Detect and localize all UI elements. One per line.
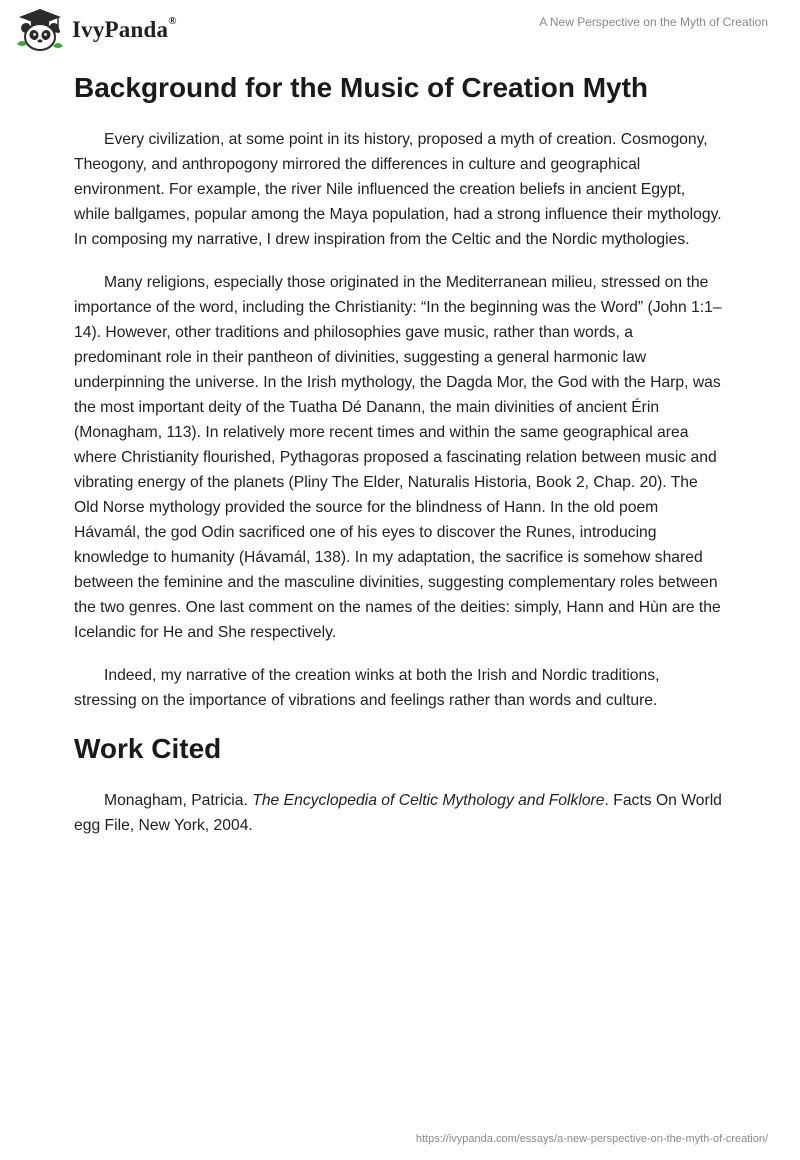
brand-name: IvyPanda®	[72, 15, 177, 42]
panda-graduate-icon	[14, 8, 66, 52]
source-url[interactable]: https://ivypanda.com/essays/a-new-perspective-on-the-myth-of-creation/	[415, 1133, 768, 1145]
citation-publisher: . Facts On World egg File, New York, 2004.	[74, 792, 722, 834]
citation-title: The Encyclopedia of Celtic Mythology and Folklore	[252, 792, 605, 809]
registered-mark: ®	[168, 15, 177, 27]
page-title: Background for the Music of Creation Myth	[74, 72, 649, 103]
works-cited-heading: Work Cited	[74, 733, 222, 764]
essay-body	[74, 70, 724, 856]
paragraph: Many religions, especially those originated in the Mediterranean milieu, stressed on the importance of the word, including the Christianity: “In the beginning was the Word” (John 1:1–14). However, other traditions and philosophies gave music, rather than words, a predominant role in their pantheon of divinities, suggesting a general harmonic law underpinning the universe. In the Irish mythology, the Dagda Mor, the God with the Harp, was the most important deity of the Tuatha Dé Danann, the main divinities of ancient Érin (Monagham, 113). In relatively more recent times and within the same geographical area where Christianity flourished, Pythagoras proposed a fascinating relation between music and vibrating energy of the planets (Pliny The Elder, Naturalis Historia, Book 2, Chap. 20). The Old Norse mythology provided the source for the blindness of Hann. In the old poem Hávamál, the god Odin sacrificed one of his eyes to discover the Runes, introducing knowledge to humanity (Hávamál, 138). In my adaptation, the sacrifice is somehow shared between the feminine and the masculine divinities, suggesting complementary roles between the two genres. One last comment on the names of the deities: simply, Hann and Hùn are the Icelandic for He and She respectively.	[74, 274, 722, 641]
ivypanda-logo[interactable]	[14, 8, 177, 52]
running-title: A New Perspective on the Myth of Creation	[539, 15, 768, 29]
page-header	[0, 0, 800, 60]
citation-author: Monagham, Patricia.	[104, 792, 253, 809]
citation-entry	[74, 788, 724, 838]
paragraph: Every civilization, at some point in its history, proposed a myth of creation. Cosmogony, Theogony, and anthropogony mirrored the differences in culture and geographical environment. For example, the river Nile influenced the creation beliefs in ancient Egypt, while ballgames, popular among the Maya population, had a strong influence their mythology. In composing my narrative, I drew inspiration from the Celtic and the Nordic mythologies.	[74, 131, 722, 248]
paragraph: Indeed, my narrative of the creation winks at both the Irish and Nordic traditions, stressing on the importance of vibrations and feelings rather than words and culture.	[74, 667, 660, 709]
